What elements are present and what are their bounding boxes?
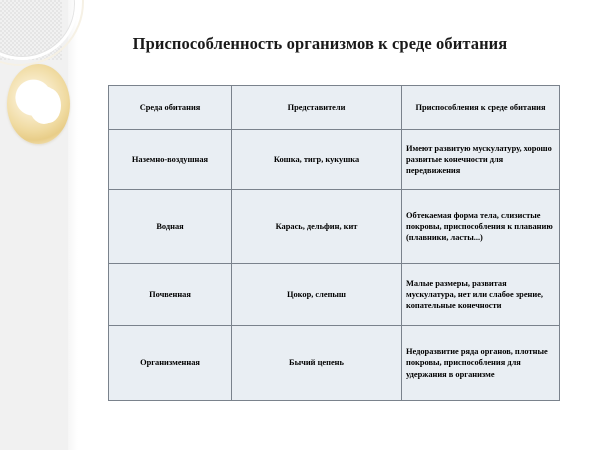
table-row [109,130,560,190]
page-title: Приспособленность организмов к среде обитания [132,34,508,53]
table-header-adaptations: Приспособления к среде обитания [402,86,560,130]
cell-habitat: Водная [109,190,232,264]
table-row [109,190,560,264]
band-fade-gradient [68,0,78,450]
cell-habitat: Организменная [109,326,232,401]
cell-representatives: Карась, дельфин, кит [232,190,402,264]
gold-ring-hole-decoration [29,86,59,124]
table-row [109,264,560,326]
cell-representatives: Кошка, тигр, кукушка [232,130,402,190]
table-row [109,326,560,401]
cell-habitat: Почвенная [109,264,232,326]
table-header-representatives: Представители [232,86,402,130]
cell-habitat: Наземно-воздушная [109,130,232,190]
cell-representatives: Бычий цепень [232,326,402,401]
table-header-row [109,86,560,130]
cell-adaptations: Обтекаемая форма тела, слизистые покровы, приспособления к плаванию (плавники, ласты...) [402,190,560,264]
table-header-habitat: Среда обитания [109,86,232,130]
cell-representatives: Цокор, слепыш [232,264,402,326]
cell-adaptations: Недоразвитие ряда органов, плотные покровы, приспособления для удержания в организме [402,326,560,401]
cell-adaptations: Малые размеры, развитая мускулатура, нет или слабое зрение, копательные конечности [402,264,560,326]
cell-adaptations: Имеют развитую мускулатуру, хорошо развитые конечности для передвижения [402,130,560,190]
habitat-adaptation-table [108,85,560,401]
habitat-adaptation-table-wrapper [108,85,553,401]
